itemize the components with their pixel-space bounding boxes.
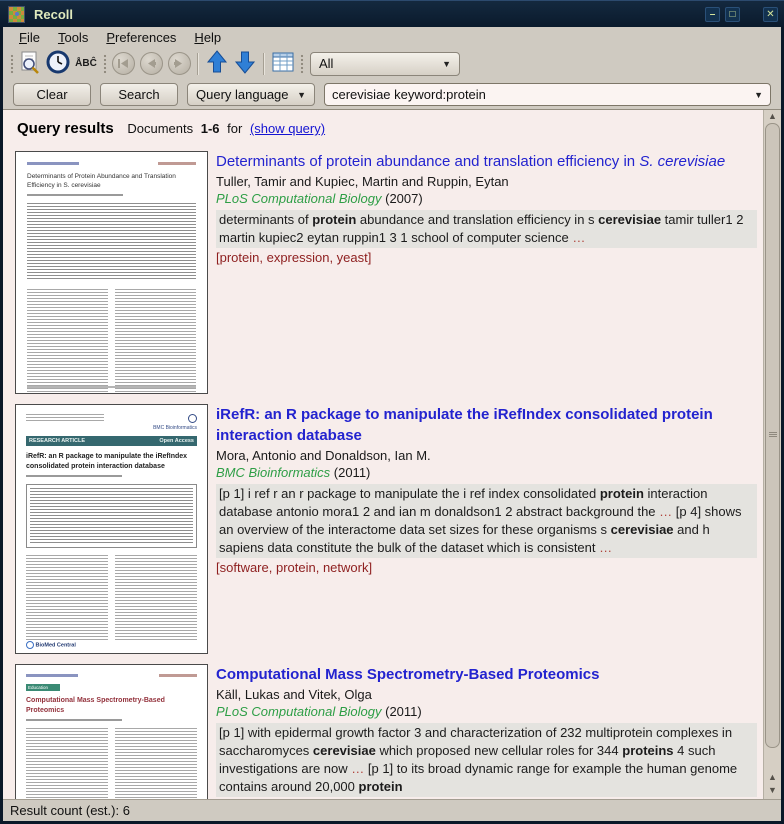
go-first-page-button[interactable]	[110, 51, 136, 77]
toolbar-separator	[263, 53, 265, 75]
journal-year: (2011)	[333, 465, 371, 480]
result-authors: Tuller, Tamir and Kupiec, Martin and Ruppin, Eytan	[216, 174, 509, 189]
clock-icon	[46, 50, 70, 77]
results-header-title: Query results	[17, 120, 114, 137]
thumb-abstract-text	[27, 203, 196, 281]
category-filter-value: All	[319, 56, 334, 71]
toolbar-handle[interactable]	[8, 54, 15, 74]
thumb-text-column	[26, 555, 108, 641]
thumb-authors-line	[26, 475, 122, 477]
documents-range: 1-6	[200, 121, 220, 136]
search-row	[3, 80, 781, 109]
result-journal-line	[216, 464, 757, 481]
result-snippet: [p 1] i ref r an r package to manipulate the i ref index consolidated protein interaction database antonio mora1 2 and ian m donaldson1 2 abstract background the … [p 4] shows an overview of the interactome data set sizes for these organisms s cerevisiae and h sapiens data constitute the bulk of the dataset which is consistent …	[216, 484, 757, 558]
result-3-thumbnail[interactable]	[15, 664, 208, 799]
thumb-text-column	[115, 728, 197, 798]
show-query-link[interactable]: (show query)	[249, 121, 326, 136]
result-item-2	[15, 404, 763, 654]
result-count-text: Result count (est.): 6	[10, 803, 130, 818]
thumb-article-banner	[26, 436, 197, 446]
toolbar-handle[interactable]	[101, 54, 108, 74]
thumb-citation-lines	[26, 414, 104, 422]
open-access-label: Open Access	[159, 438, 194, 444]
result-journal-line	[216, 703, 757, 720]
result-snippet: [p 1] with epidermal growth factor 3 and characterization of 232 multiprotein complexes in saccharomyces cerevisiae which proposed new cellular roles for 344 proteins 4 such investigations are now … [p 1] to its broad dynamic range for example the human genome contains around 20,000 protein	[216, 723, 757, 797]
table-view-button[interactable]	[270, 51, 296, 77]
thumb-footer-line	[27, 386, 196, 388]
blue-up-arrow-icon	[206, 50, 228, 77]
query-mode-select[interactable]	[187, 83, 315, 106]
chevron-down-icon: ▼	[442, 58, 451, 69]
close-button[interactable]: ✕	[763, 7, 778, 22]
journal-name: BMC Bioinformatics	[216, 465, 331, 480]
result-keywords: [software, protein, network]	[216, 560, 373, 575]
scroll-up-icon[interactable]: ▲	[768, 111, 777, 121]
result-snippet: determinants of protein abundance and translation efficiency in s cerevisiae tamir tuller1 2 martin kupiec2 eytan ruppin1 3 1 school of computer science …	[216, 210, 757, 248]
journal-year: (2011)	[385, 704, 422, 719]
first-page-icon	[112, 52, 135, 75]
sort-ascending-button[interactable]	[204, 51, 230, 77]
toolbar-handle[interactable]	[298, 54, 305, 74]
history-button[interactable]	[45, 51, 71, 77]
thumb-text-column	[115, 289, 196, 394]
scrollbar-grip	[769, 432, 777, 437]
journal-name: PLoS Computational Biology	[216, 191, 382, 206]
tool-bar	[3, 47, 781, 80]
result-title-link[interactable]: Computational Mass Spectrometry-Based Proteomics	[216, 666, 600, 683]
chevron-down-icon: ▼	[297, 89, 306, 100]
sort-descending-button[interactable]	[232, 51, 258, 77]
thumb-body-columns	[27, 289, 196, 394]
scroll-up-icon[interactable]: ▲	[768, 772, 777, 782]
menu-tools[interactable]: Tools	[57, 29, 89, 45]
thumb-text-column	[115, 555, 197, 641]
result-1-thumbnail[interactable]	[15, 151, 208, 394]
bmc-logo: BMC Bioinformatics	[153, 414, 197, 431]
for-label: for	[227, 121, 243, 136]
menu-bar	[3, 27, 781, 47]
erase-search-icon	[18, 50, 42, 77]
menu-file[interactable]: File	[19, 29, 40, 45]
scroll-down-icon[interactable]: ▼	[768, 785, 777, 795]
table-grid-icon	[272, 52, 294, 75]
menu-help[interactable]: Help	[194, 29, 222, 45]
result-authors: Käll, Lukas and Vitek, Olga	[216, 687, 372, 702]
result-journal-line	[216, 190, 757, 207]
journal-name: PLoS Computational Biology	[216, 704, 382, 719]
results-header	[17, 120, 763, 137]
forward-arrow-icon	[168, 52, 191, 75]
thumb-authors-line	[27, 194, 123, 196]
documents-label: Documents	[127, 121, 194, 136]
journal-year: (2007)	[385, 191, 423, 206]
result-keywords: [protein, expression, yeast]	[216, 250, 372, 265]
thumb-paper-title: iRefR: an R package to manipulate the iRefIndex consolidated protein interaction database	[26, 453, 188, 470]
chevron-down-icon: ▼	[754, 89, 763, 100]
blue-down-arrow-icon	[234, 50, 256, 77]
status-bar	[3, 799, 781, 821]
research-article-label: RESEARCH ARTICLE	[29, 438, 86, 444]
search-button[interactable]: Search	[100, 83, 178, 106]
category-filter-select[interactable]	[310, 52, 460, 76]
recoll-app-icon	[8, 6, 25, 23]
window-title: Recoll	[34, 6, 74, 22]
result-2-thumbnail[interactable]	[15, 404, 208, 654]
title-bar	[0, 0, 784, 27]
maximize-button[interactable]: □	[725, 7, 740, 22]
result-title-link[interactable]: iRefR: an R package to manipulate the iRefIndex consolidated protein interaction database	[216, 406, 713, 444]
window-frame-left	[0, 27, 3, 824]
query-mode-value: Query language	[196, 87, 289, 102]
spellcheck-abc-icon: ÅBĈ	[75, 58, 97, 69]
clear-button[interactable]: Clear	[13, 83, 91, 106]
result-item-1	[15, 151, 763, 394]
back-arrow-icon	[140, 52, 163, 75]
menu-preferences[interactable]: Preferences	[106, 29, 177, 45]
thumb-text-column	[27, 289, 108, 394]
results-scrollbar[interactable]	[763, 110, 781, 799]
thumb-paper-title: Determinants of Protein Abundance and Translation Efficiency in S. cerevisiae	[27, 173, 176, 189]
result-authors: Mora, Antonio and Donaldson, Ian M.	[216, 448, 431, 463]
thumb-header-link	[26, 674, 78, 677]
biomed-central-logo: BioMed Central	[26, 641, 76, 649]
thumb-body-columns	[26, 728, 197, 798]
education-banner: Education	[26, 684, 60, 691]
thumb-abstract-box	[26, 484, 197, 548]
query-input[interactable]	[324, 83, 771, 106]
next-page-button[interactable]	[166, 51, 192, 77]
thumb-text-column	[26, 728, 108, 798]
thumb-header-link	[158, 162, 196, 165]
previous-page-button[interactable]	[138, 51, 164, 77]
term-explorer-button[interactable]	[73, 51, 99, 77]
toolbar-separator	[197, 53, 199, 75]
thumb-paper-title: Computational Mass Spectrometry-Based Proteomics	[26, 697, 165, 714]
result-title-link[interactable]: Determinants of protein abundance and translation efficiency in S. cerevisiae	[216, 153, 726, 170]
thumb-authors-line	[26, 719, 122, 721]
scrollbar-thumb[interactable]	[765, 123, 780, 748]
thumb-header-link	[27, 162, 79, 165]
results-list	[3, 110, 763, 799]
query-input-value: cerevisiae keyword:protein	[332, 87, 486, 102]
results-area	[3, 109, 781, 799]
thumb-header-link	[159, 674, 197, 677]
clear-search-button[interactable]	[17, 51, 43, 77]
result-item-3	[15, 664, 763, 799]
minimize-button[interactable]: –	[705, 7, 720, 22]
thumb-body-columns	[26, 555, 197, 641]
